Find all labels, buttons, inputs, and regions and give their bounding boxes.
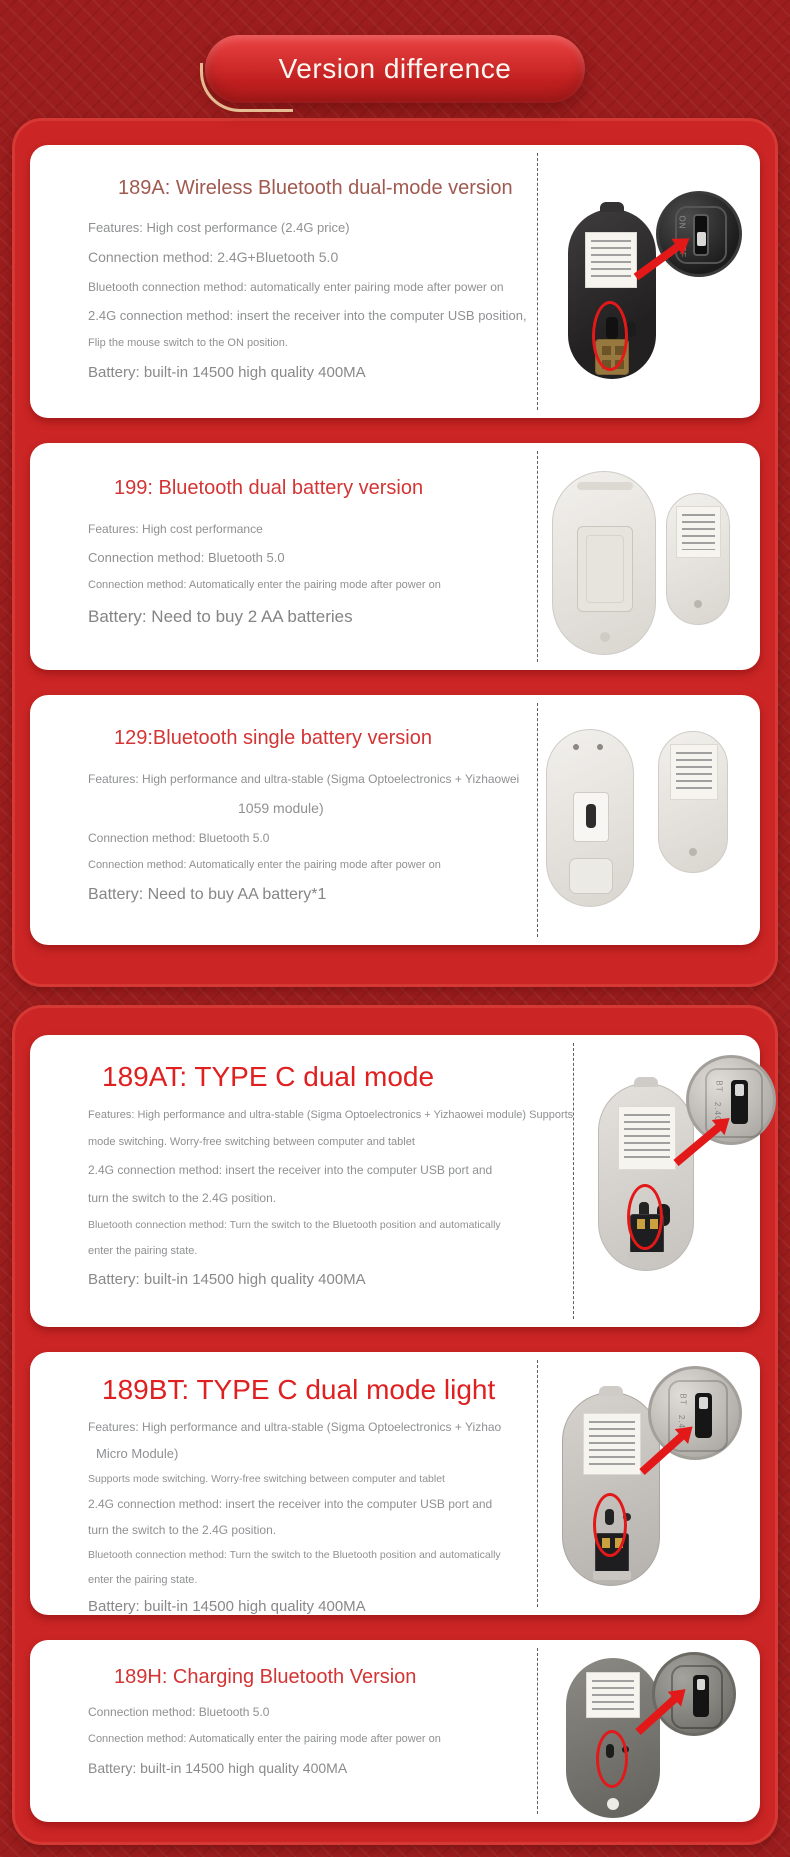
feature-line: Connection method: Automatically enter the pairing mode after power on: [88, 858, 441, 871]
card-189AT-title: 189AT: TYPE C dual mode: [102, 1061, 435, 1092]
zoom-inset: [652, 1652, 736, 1736]
feature-line: Connection method: Automatically enter the pairing mode after power on: [88, 579, 441, 592]
screw-dot: [573, 744, 579, 750]
feature-line: 2.4G connection method: insert the receiver into the computer USB port and: [88, 1497, 493, 1512]
card-189AT-figure: [573, 1043, 760, 1319]
mouse-nub: [634, 1077, 658, 1087]
card-189BT: [30, 1352, 760, 1615]
highlight-oval: [592, 301, 628, 371]
version-difference-banner: [205, 35, 585, 103]
sensor-strip: [577, 482, 633, 490]
battery-line: Battery: Need to buy 2 AA batteries: [88, 607, 353, 626]
info-sticker: [586, 1672, 640, 1718]
mouse-back-view: [666, 493, 730, 625]
zoom-inset: [648, 1366, 742, 1460]
card-129-title: 129:Bluetooth single battery version: [114, 727, 432, 749]
screw-dot: [597, 744, 603, 750]
card-189H-text: [30, 1640, 537, 1822]
feature-line: Connection method: Bluetooth 5.0: [88, 1705, 270, 1719]
feature-line: Flip the mouse switch to the ON position.: [88, 337, 288, 349]
info-sticker: [676, 506, 721, 558]
card-189A-title: 189A: Wireless Bluetooth dual-mode version: [118, 177, 513, 199]
card-189AT-text: [30, 1035, 573, 1327]
battery-line: Battery: built-in 14500 high quality 400MA: [88, 1271, 366, 1289]
logo-dot: [694, 600, 702, 608]
switch-knob: [735, 1084, 744, 1096]
card-189H-title: 189H: Charging Bluetooth Version: [114, 1666, 417, 1688]
battery-line: Battery: Need to buy AA battery*1: [88, 886, 327, 904]
feature-line: 1059 module): [238, 800, 324, 816]
zoom-inset: [656, 191, 742, 277]
port-knob: [697, 1679, 705, 1690]
feature-line: turn the switch to the 2.4G position.: [88, 1190, 277, 1205]
card-189A-figure: [537, 153, 760, 410]
feature-line: 2.4G connection method: insert the receiver into the computer USB port and: [88, 1162, 493, 1177]
mouse-nub: [600, 202, 624, 212]
info-sticker: [670, 744, 718, 800]
mouse-bottom-view: [566, 1658, 660, 1818]
switch-label-on: ON: [677, 215, 687, 230]
info-sticker: [583, 1413, 641, 1475]
feature-line: Features: High performance and ultra-stable (Sigma Optoelectronics + Yizhaowei: [88, 772, 520, 786]
mouse-bottom-view: [546, 729, 634, 907]
card-129-figure: [537, 703, 760, 937]
card-189AT: [30, 1035, 760, 1327]
feature-line: Connection method: Bluetooth 5.0: [88, 830, 270, 845]
feature-line: enter the pairing state.: [88, 1244, 198, 1257]
feature-line: Bluetooth connection method: automatically enter pairing mode after power on: [88, 279, 504, 294]
highlight-oval: [627, 1184, 663, 1250]
feature-line: Bluetooth connection method: Turn the switch to the Bluetooth position and automatically: [88, 1549, 501, 1562]
battery-cover: [577, 526, 633, 612]
feature-line: Connection method: Automatically enter the pairing mode after power on: [88, 1733, 441, 1745]
switch-label-bt: BT: [678, 1393, 688, 1406]
logo-dot: [689, 848, 697, 856]
switch-label-24g: 2.4G: [713, 1101, 723, 1124]
mouse-back-view: [658, 731, 728, 873]
power-switch: [586, 804, 596, 828]
card-199-title: 199: Bluetooth dual battery version: [114, 477, 424, 499]
card-189A: [30, 145, 760, 418]
card-189H-figure: [537, 1648, 760, 1814]
mouse-bottom-view: [562, 1392, 660, 1586]
feature-line: Micro Module): [96, 1446, 179, 1461]
switch-knob: [697, 232, 706, 246]
feature-line: mode switching. Worry-free switching between computer and tablet: [88, 1135, 415, 1148]
feature-line: Bluetooth connection method: Turn the switch to the Bluetooth position and automatically: [88, 1218, 501, 1231]
zoom-inset: [686, 1055, 776, 1145]
panel-bottom: [12, 1005, 778, 1845]
banner-title: Version difference: [278, 53, 512, 84]
mouse-nub: [599, 1386, 623, 1396]
switch-label-bt: BT: [714, 1080, 724, 1093]
card-129: [30, 695, 760, 945]
mouse-bottom-view: [568, 209, 656, 379]
mouse-bottom-view: [598, 1083, 694, 1271]
card-189BT-text: [30, 1352, 537, 1615]
feature-line: enter the pairing state.: [88, 1573, 198, 1586]
feature-line: Features: High performance and ultra-stable (Sigma Optoelectronics + Yizhaowei module) Supports: [88, 1109, 574, 1121]
feature-line: turn the switch to the 2.4G position.: [88, 1523, 277, 1538]
sensor-dot: [607, 1798, 619, 1810]
sensor-dot: [600, 632, 610, 642]
battery-line: Battery: built-in 14500 high quality 400MA: [88, 1598, 366, 1616]
panel-top: [12, 118, 778, 987]
battery-line: Battery: built-in 14500 high quality 400MA: [88, 1759, 348, 1776]
card-129-text: [30, 695, 537, 945]
mouse-bottom-view: [552, 471, 656, 655]
card-189H: [30, 1640, 760, 1822]
switch-knob: [699, 1397, 708, 1409]
card-199-text: [30, 443, 537, 670]
card-189BT-figure: [537, 1360, 760, 1607]
card-189BT-title: 189BT: TYPE C dual mode light: [102, 1374, 496, 1405]
card-189A-text: [30, 145, 537, 418]
highlight-oval: [593, 1493, 627, 1557]
card-199-figure: [537, 451, 760, 662]
feature-line: Supports mode switching. Worry-free switching between computer and tablet: [88, 1473, 445, 1486]
battery-line: Battery: built-in 14500 high quality 400MA: [88, 363, 366, 381]
highlight-oval: [596, 1730, 628, 1788]
feature-line: Features: High cost performance: [88, 522, 263, 536]
card-199: [30, 443, 760, 670]
feature-line: 2.4G connection method: insert the receiver into the computer USB position,: [88, 307, 527, 323]
feature-line: Features: High performance and ultra-stable (Sigma Optoelectronics + Yizhao: [88, 1420, 502, 1434]
info-sticker: [585, 232, 637, 288]
feature-line: Features: High cost performance (2.4G price): [88, 220, 350, 235]
feature-line: Connection method: 2.4G+Bluetooth 5.0: [88, 249, 339, 266]
battery-slot: [569, 858, 613, 894]
info-sticker: [618, 1106, 676, 1170]
feature-line: Connection method: Bluetooth 5.0: [88, 550, 285, 565]
